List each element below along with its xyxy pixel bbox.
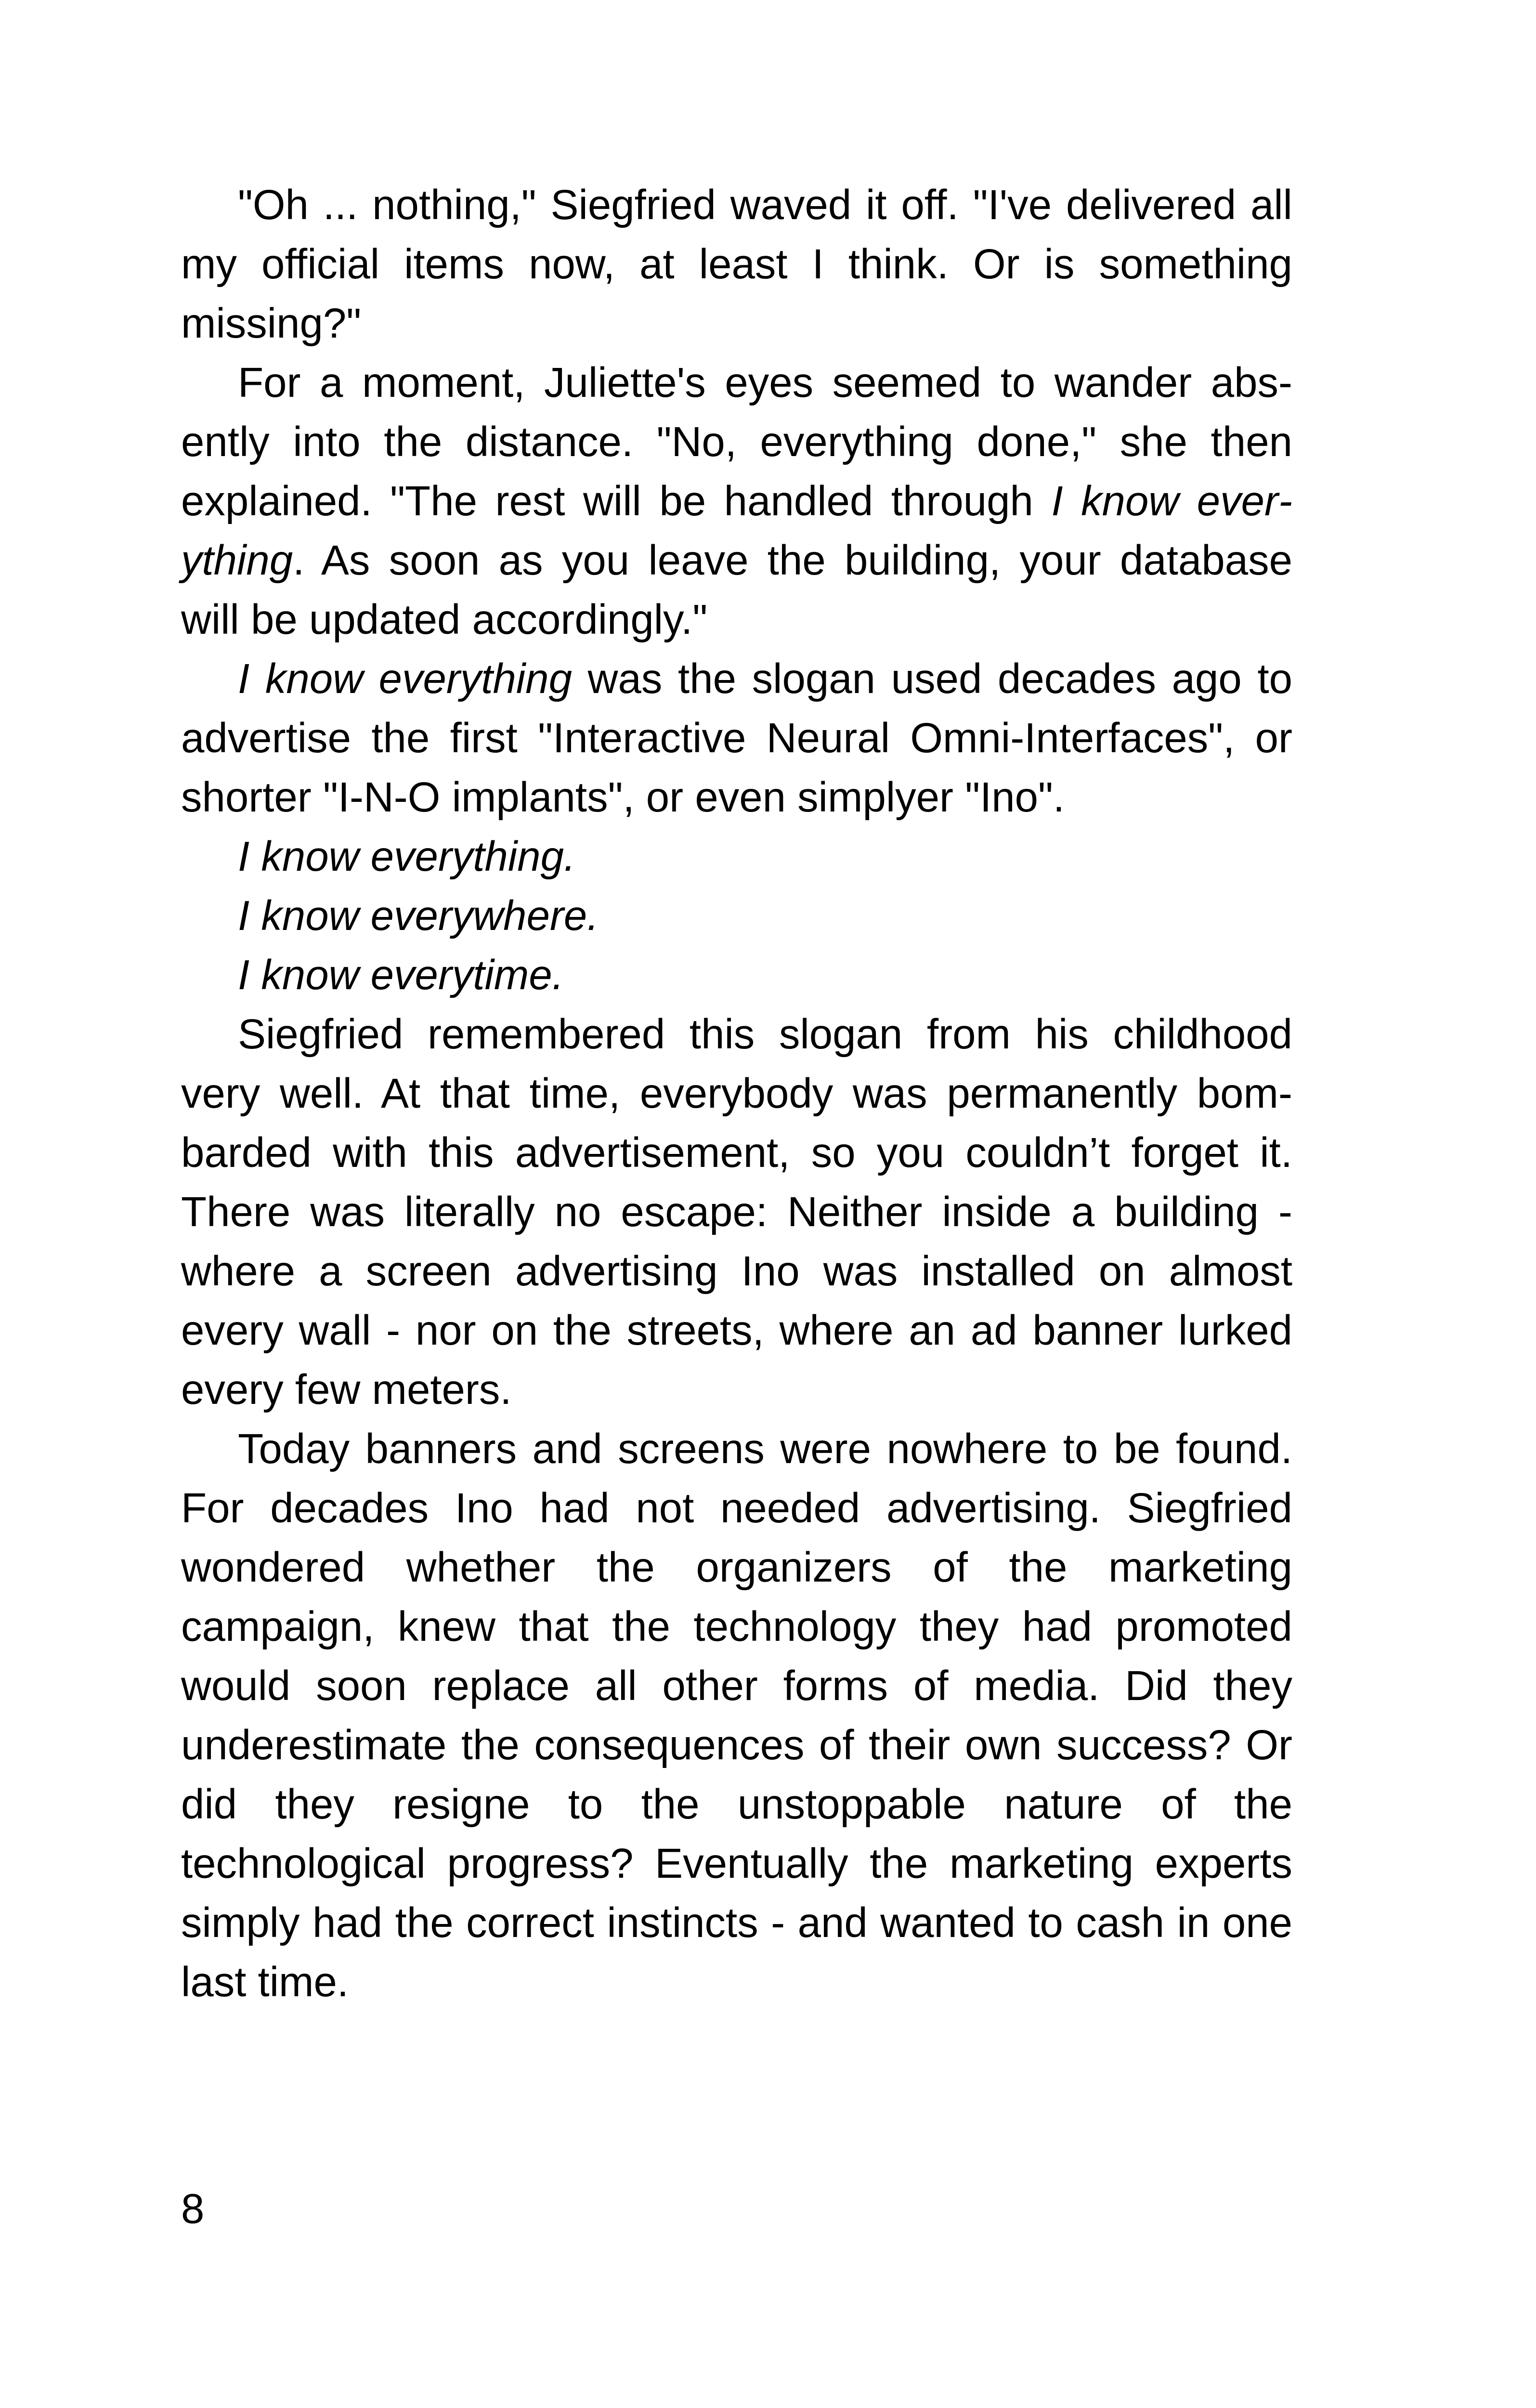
paragraph bbox=[181, 353, 1292, 649]
text-segment: . As soon as you leave the building, your database will be updated accordingly." bbox=[181, 537, 1292, 643]
text-segment: was the slogan used decades ago to advertise the first "Interactive Neural Omni-Interfaces", or shorter "I-N-O implants", or even simplyer "Ino". bbox=[181, 655, 1292, 821]
text-segment: "Oh ... nothing," Siegfried waved it off. "I've delivered all my official items now, at least I think. Or is something missing?" bbox=[181, 182, 1292, 347]
italic-segment: I know everytime. bbox=[238, 952, 564, 998]
paragraph bbox=[181, 945, 1292, 1005]
italic-segment: I know everything bbox=[181, 478, 1293, 584]
italic-segment: I know everything bbox=[238, 655, 573, 702]
paragraph bbox=[181, 886, 1292, 945]
paragraph bbox=[181, 175, 1292, 353]
paragraph bbox=[181, 1005, 1292, 1419]
text-segment: Today banners and screens were nowhere to be found. For decades Ino had not needed advertising. Siegfried wondered whether the organizers of the marketing campaign, knew that the technology they had promoted would soon replace all other forms of media. Did they underestimate the consequences of their own success? Or did they resigne to the unstoppable nature of the technological progress? Eventually the marketing experts simply had the correct instincts - and wanted to cash in one last time. bbox=[181, 1426, 1292, 2005]
page-number: 8 bbox=[181, 2186, 205, 2232]
body-text bbox=[181, 175, 1292, 2012]
text-segment: For a moment, Juliette's eyes seemed to wander absently into the distance. "No, everything done," she then explained. "The rest will be handled through bbox=[181, 359, 1292, 524]
paragraph bbox=[181, 827, 1292, 886]
text-segment: Siegfried remembered this slogan from his childhood very well. At that time, everybody was permanently bombarded with this advertisement, so you couldn’t forget it. There was literally no escape: Neither inside a building - where a screen advertising Ino was installed on almost every wall - nor on the streets, where an ad banner lurked every few meters. bbox=[181, 1011, 1292, 1413]
italic-segment: I know everywhere. bbox=[238, 892, 599, 939]
italic-segment: I know everything. bbox=[238, 833, 576, 880]
paragraph bbox=[181, 1419, 1292, 2012]
paragraph bbox=[181, 649, 1292, 827]
